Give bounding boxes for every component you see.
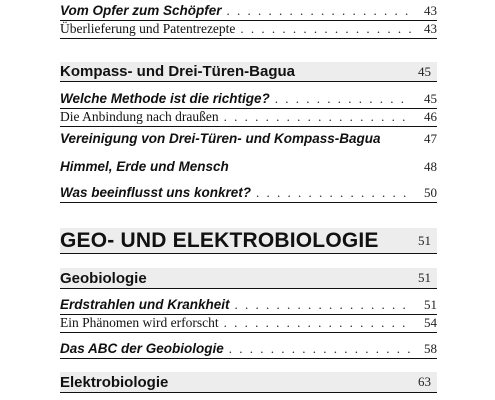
toc-page-number: 43	[424, 3, 437, 18]
toc-section-geobiologie[interactable]	[60, 268, 437, 289]
toc-page-number: 63	[418, 374, 431, 389]
toc-entry-title: Erdstrahlen und Krankheit	[60, 297, 230, 312]
toc-section-title: Geobiologie	[60, 269, 147, 287]
toc-entry-phaenomen[interactable]	[60, 314, 437, 333]
toc-leader-dots	[240, 20, 412, 38]
toc-page-number: 45	[424, 91, 437, 106]
toc-entry-title: Was beeinflusst uns konkret?	[60, 185, 252, 200]
toc-leader-dots	[224, 108, 412, 126]
toc-chapter-title: GEO- UND ELEKTROBIOLOGIE	[60, 228, 379, 252]
toc-page-number: 54	[424, 315, 437, 330]
toc-entry-title: Himmel, Erde und Mensch	[60, 159, 229, 174]
toc-page-number: 51	[424, 297, 437, 312]
toc-chapter-geo-elektrobiologie[interactable]	[60, 228, 437, 254]
toc-leader-dots	[229, 340, 412, 358]
toc-leader-dots	[224, 314, 412, 332]
toc-page-number: 48	[424, 159, 437, 174]
toc-section-elektrobiologie[interactable]	[60, 372, 437, 393]
toc-page-number: 58	[424, 341, 437, 356]
toc-entry-ueberlieferung[interactable]	[60, 20, 437, 39]
toc-entry-title: Vereinigung von Drei-Türen- und Kompass-Bagua	[60, 131, 381, 146]
toc-entry-was-beeinflusst[interactable]	[60, 184, 437, 203]
toc-page-number: 51	[418, 270, 431, 285]
toc-page-number: 46	[424, 109, 437, 124]
toc-entry-abc-geobiologie[interactable]	[60, 340, 437, 359]
toc-entry-title: Die Anbindung nach draußen	[60, 109, 219, 124]
toc-page-number: 45	[418, 63, 431, 79]
toc-entry-title: Welche Methode ist die richtige?	[60, 91, 270, 106]
toc-section-kompass-bagua[interactable]	[60, 62, 437, 82]
toc-entry-vereinigung[interactable]	[60, 131, 437, 147]
toc-section-title: Elektrobiologie	[60, 373, 169, 391]
toc-page-number: 51	[418, 232, 431, 248]
toc-section-title: Kompass- und Drei-Türen-Bagua	[60, 63, 296, 80]
toc-entry-anbindung[interactable]	[60, 108, 437, 127]
toc-leader-dots	[256, 184, 412, 202]
toc-entry-title: Vom Opfer zum Schöpfer	[60, 3, 222, 18]
toc-entry-himmel-erde-mensch[interactable]	[60, 159, 437, 175]
toc-entry-title: Ein Phänomen wird erforscht	[60, 315, 219, 330]
toc-leader-dots	[227, 2, 412, 20]
toc-leader-dots	[235, 296, 412, 314]
toc-page-number: 47	[424, 131, 437, 146]
toc-entry-title: Das ABC der Geobiologie	[60, 341, 224, 356]
toc-page-number: 50	[424, 185, 437, 200]
toc-entry-erdstrahlen[interactable]	[60, 296, 437, 315]
toc-entry-welche-methode[interactable]	[60, 90, 437, 109]
toc-entry-vom-opfer[interactable]	[60, 2, 437, 21]
toc-leader-dots	[275, 90, 412, 108]
toc-entry-title: Überlieferung und Patentrezepte	[60, 21, 236, 36]
toc-page-number: 43	[424, 21, 437, 36]
